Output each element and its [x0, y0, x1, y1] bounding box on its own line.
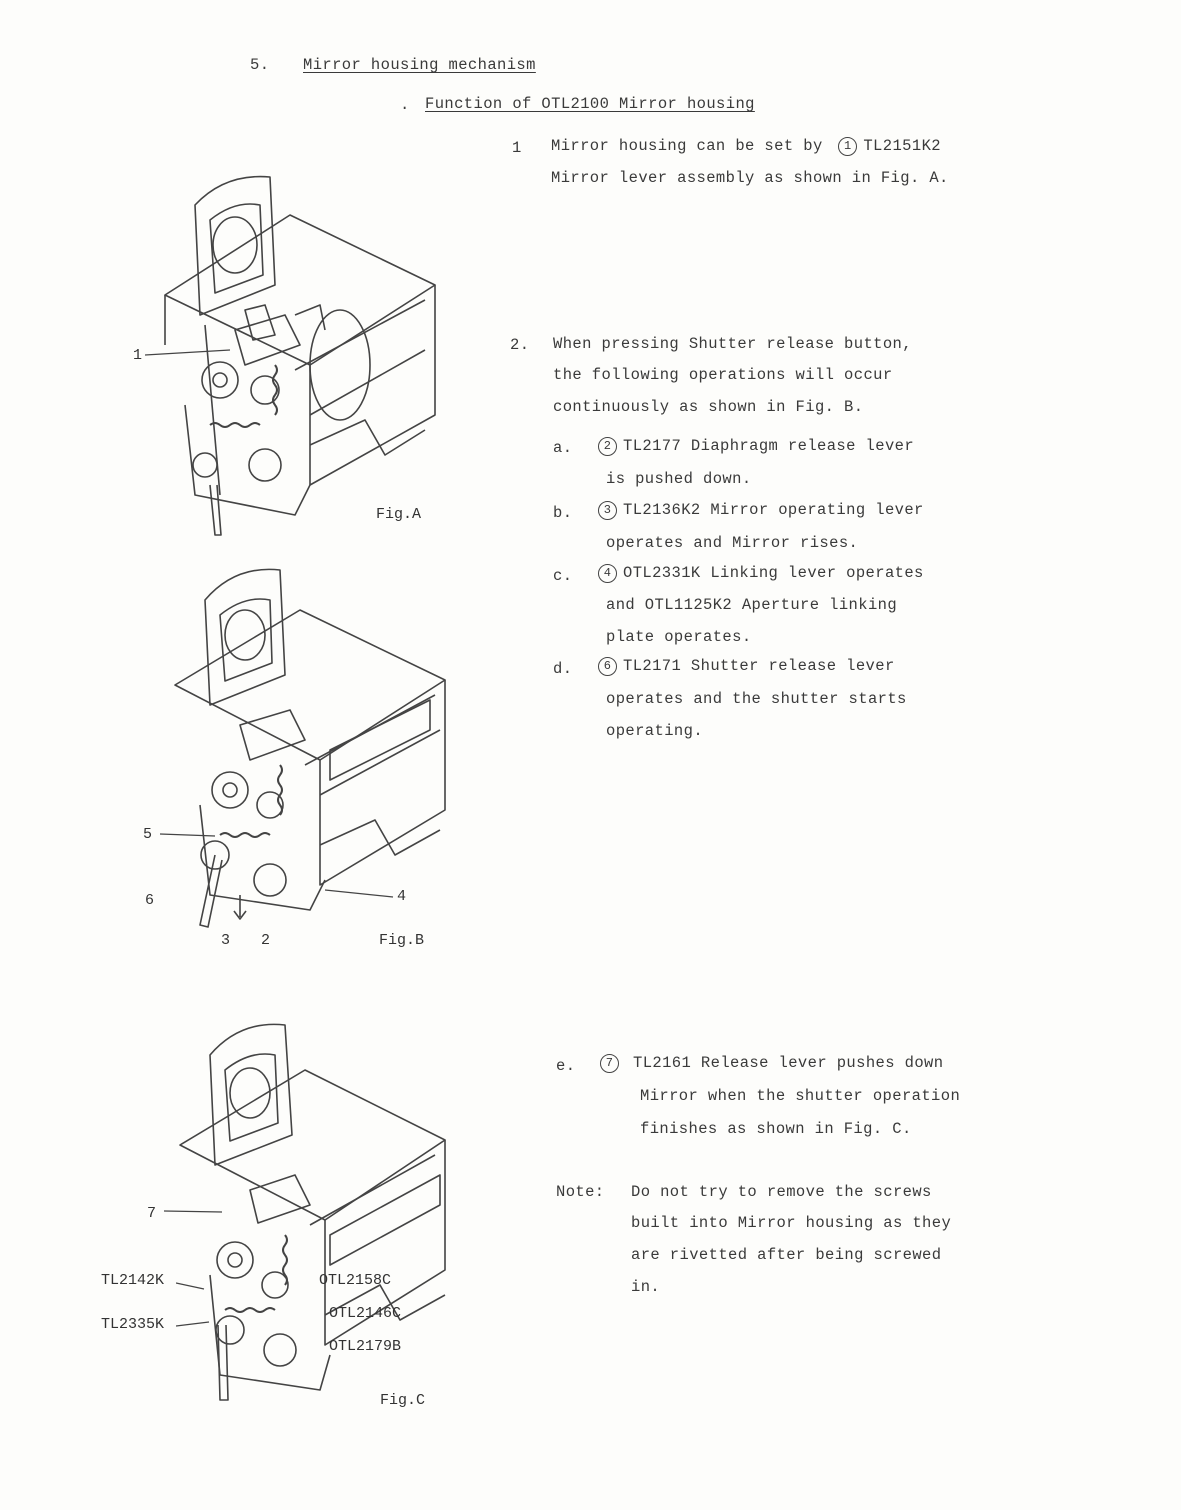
- sub-d-line3: operating.: [606, 722, 704, 740]
- fig-b-label: Fig.B: [379, 932, 425, 949]
- sub-bullet: .: [400, 96, 410, 114]
- item1-text-after: TL2151K2: [863, 137, 941, 155]
- sub-d-text: TL2171 Shutter release lever: [623, 657, 895, 675]
- sub-d-line2: operates and the shutter starts: [606, 690, 907, 708]
- item2-line: continuously as shown in Fig. B.: [553, 398, 864, 416]
- figure-b-drawing: [160, 555, 460, 945]
- sub-a-line1: [598, 437, 914, 456]
- circled-number-3: 3: [598, 501, 617, 520]
- sub-d-letter: d.: [553, 660, 573, 678]
- note-line: built into Mirror housing as they: [631, 1214, 952, 1232]
- sub-e-line2: Mirror when the shutter operation: [640, 1087, 961, 1105]
- callout-leader-line: [160, 830, 220, 840]
- fig-c-label-otl2179b: OTL2179B: [329, 1338, 402, 1355]
- sub-e-text: TL2161 Release lever pushes down: [633, 1054, 944, 1072]
- fig-b-callout-2: 2: [261, 932, 271, 949]
- note-line: are rivetted after being screwed: [631, 1246, 942, 1264]
- sub-a-line2: is pushed down.: [606, 470, 752, 488]
- item1-text-before: Mirror housing can be set by: [551, 137, 823, 155]
- callout-leader-line: [325, 888, 395, 900]
- circled-number-4: 4: [598, 564, 617, 583]
- fig-c-label-tl2142k: TL2142K: [101, 1272, 165, 1289]
- sub-d-line1: [598, 657, 895, 676]
- sub-b-line2: operates and Mirror rises.: [606, 534, 859, 552]
- section-number: 5.: [250, 56, 270, 74]
- circled-number-2: 2: [598, 437, 617, 456]
- fig-a-callout-1: 1: [133, 347, 143, 364]
- fig-c-label-otl2146c: OTL2146C: [329, 1305, 402, 1322]
- fig-b-callout-5: 5: [143, 826, 153, 843]
- fig-c-callout-7: 7: [147, 1205, 157, 1222]
- item2-line: When pressing Shutter release button,: [553, 335, 912, 353]
- fig-a-label: Fig.A: [376, 506, 422, 523]
- circled-number-7: 7: [600, 1054, 619, 1073]
- circled-number-1: 1: [838, 137, 857, 156]
- sub-c-line1: [598, 564, 924, 583]
- callout-leader-line: [176, 1281, 206, 1291]
- item1-line2: Mirror lever assembly as shown in Fig. A.: [551, 169, 949, 187]
- sub-a-text: TL2177 Diaphragm release lever: [623, 437, 915, 455]
- note-label: Note:: [556, 1183, 605, 1201]
- fig-b-callout-6: 6: [145, 892, 155, 909]
- sub-c-text: OTL2331K Linking lever operates: [623, 564, 924, 582]
- sub-title: Function of OTL2100 Mirror housing: [425, 95, 755, 113]
- sub-a-letter: a.: [553, 439, 573, 457]
- item1-line1: [551, 137, 941, 156]
- circled-number-6: 6: [598, 657, 617, 676]
- callout-leader-line: [176, 1320, 211, 1330]
- item1-number: 1: [512, 139, 522, 157]
- callout-leader-line: [164, 1208, 224, 1216]
- sub-e-line1: [600, 1054, 943, 1073]
- sub-b-letter: b.: [553, 504, 573, 522]
- note-line: Do not try to remove the screws: [631, 1183, 932, 1201]
- fig-b-callout-4: 4: [397, 888, 407, 905]
- note-line: in.: [631, 1278, 661, 1296]
- callout-leader-line: [145, 348, 235, 358]
- fig-b-callout-3: 3: [221, 932, 231, 949]
- fig-c-label-tl2335k: TL2335K: [101, 1316, 165, 1333]
- sub-c-letter: c.: [553, 567, 573, 585]
- sub-e-letter: e.: [556, 1057, 576, 1075]
- sub-b-text: TL2136K2 Mirror operating lever: [623, 501, 924, 519]
- section-title: Mirror housing mechanism: [303, 56, 536, 74]
- item2-number: 2.: [510, 336, 530, 354]
- sub-e-line3: finishes as shown in Fig. C.: [640, 1120, 912, 1138]
- sub-c-line2: and OTL1125K2 Aperture linking: [606, 596, 898, 614]
- fig-c-label: Fig.C: [380, 1392, 426, 1409]
- fig-c-label-otl2158c: OTL2158C: [319, 1272, 392, 1289]
- sub-b-line1: [598, 501, 924, 520]
- sub-c-line3: plate operates.: [606, 628, 752, 646]
- item2-line: the following operations will occur: [553, 366, 893, 384]
